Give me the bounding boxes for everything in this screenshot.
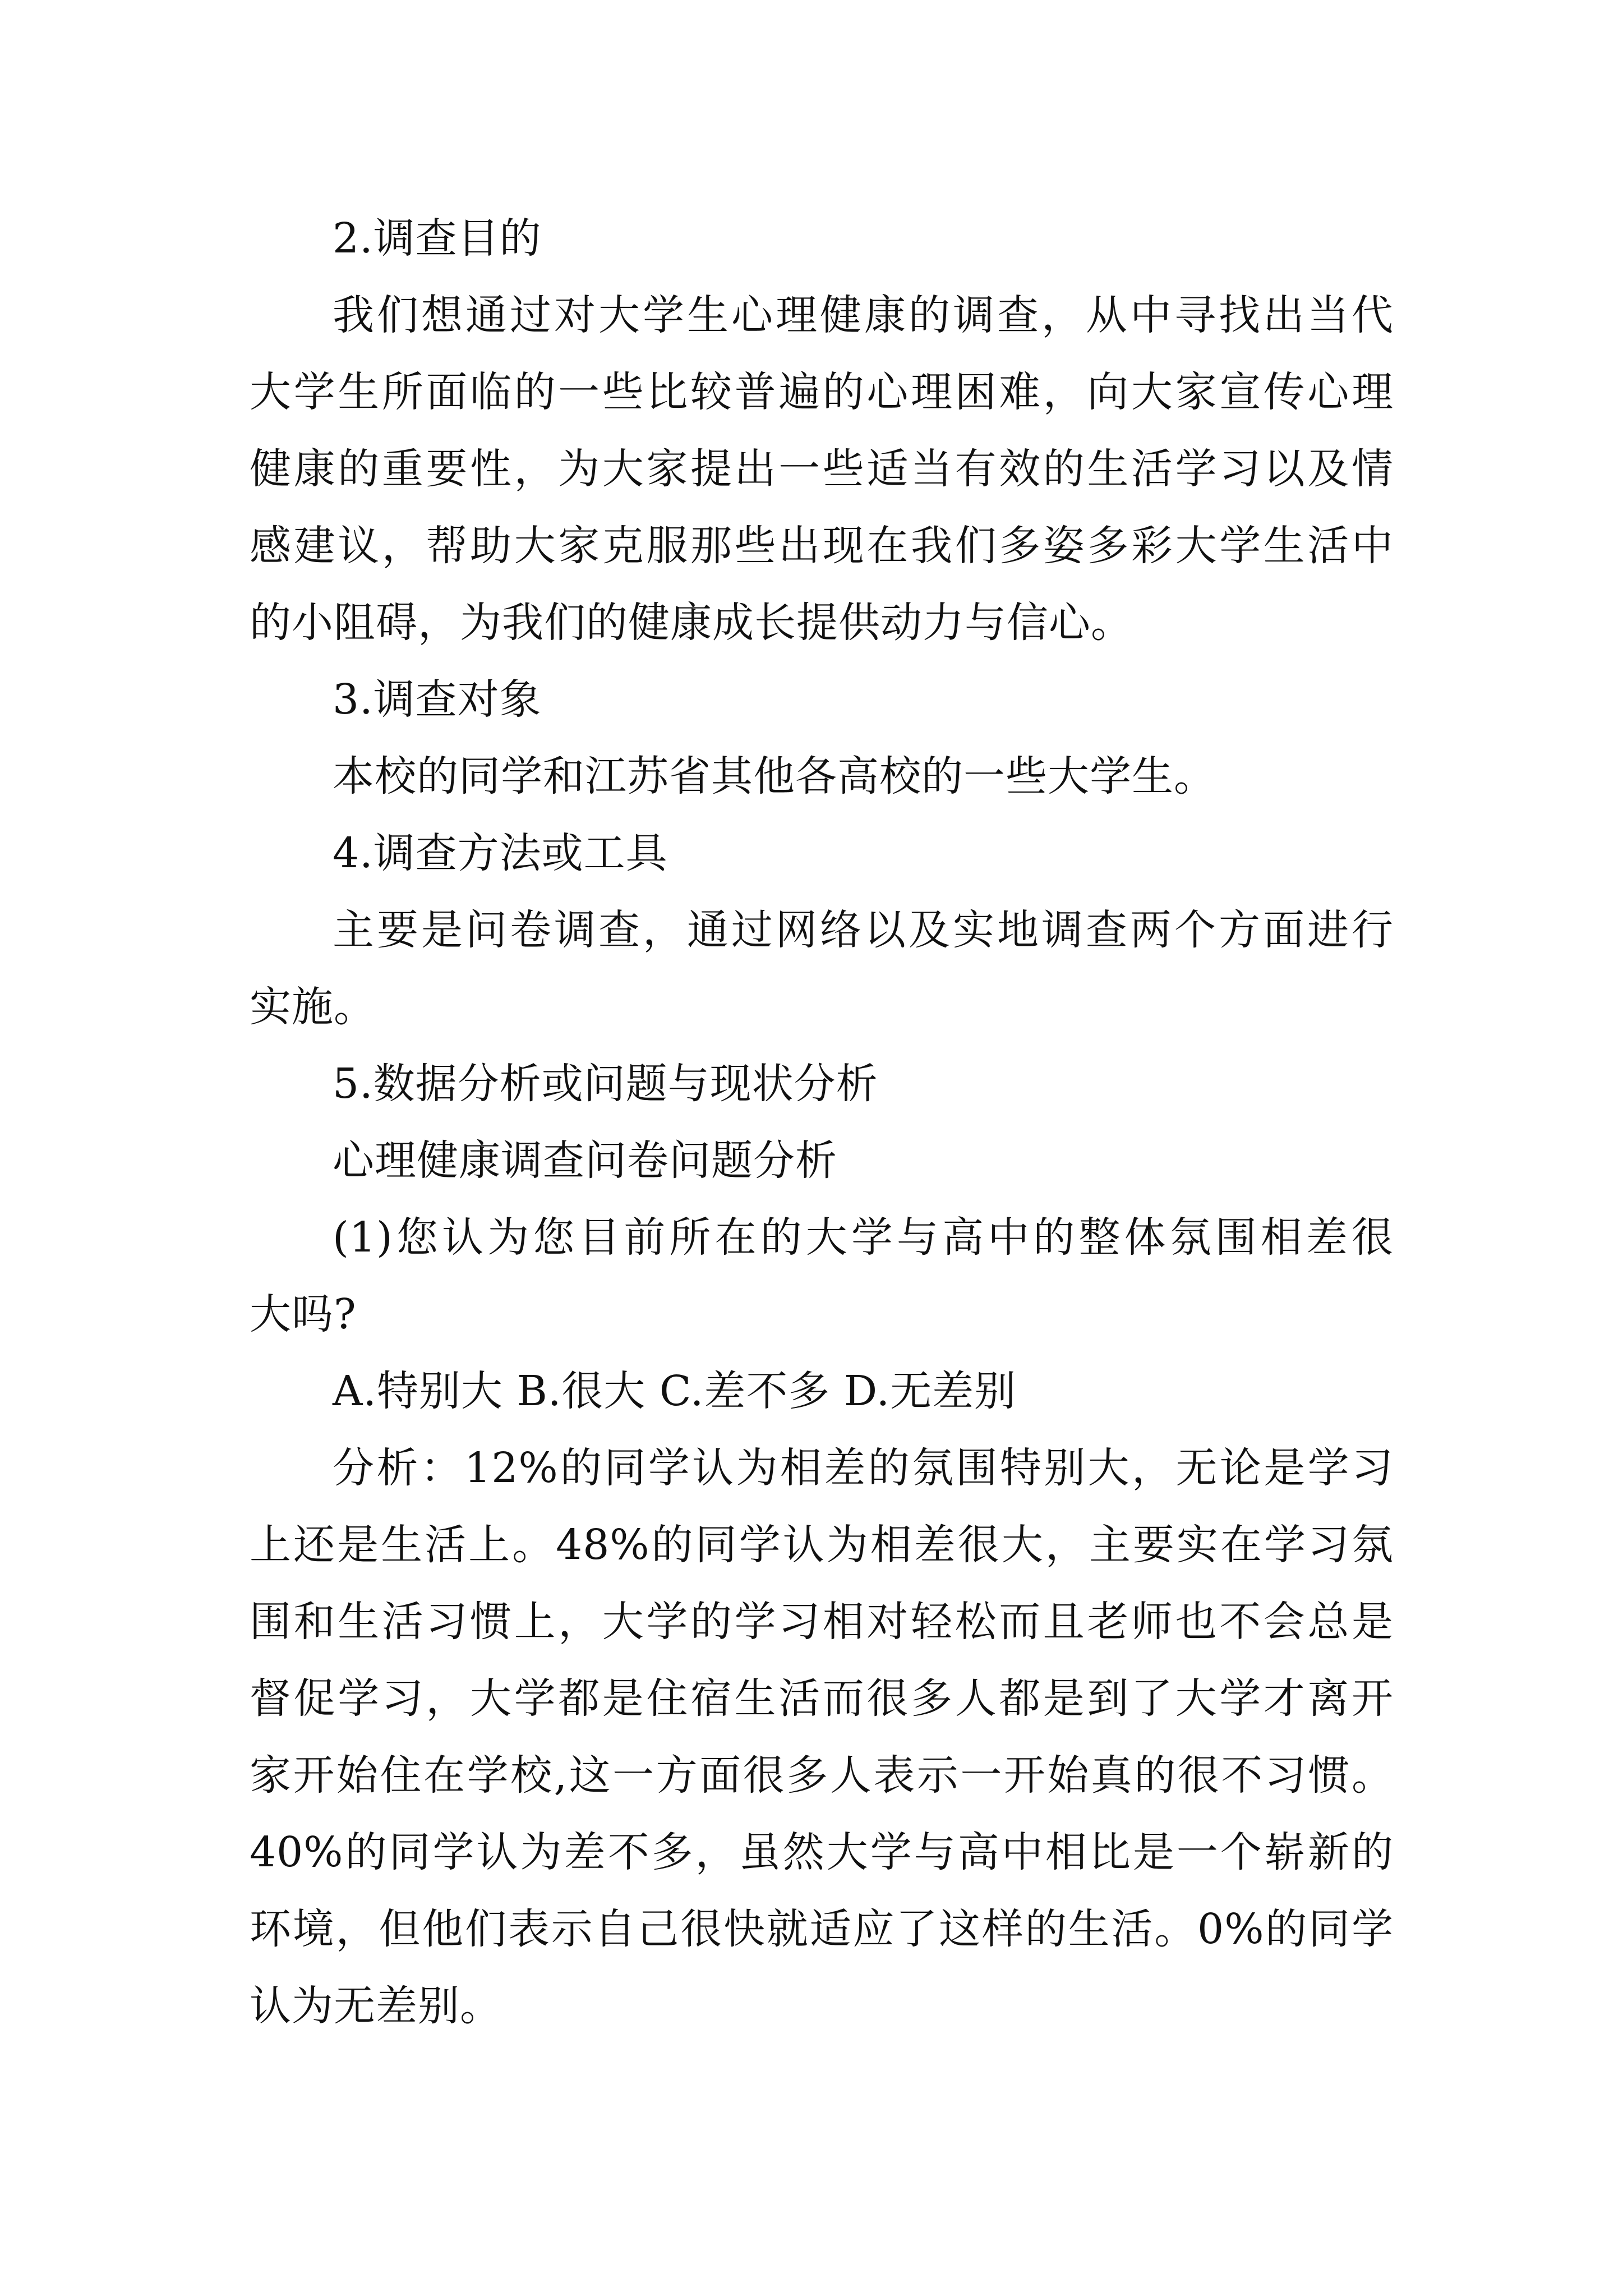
section-heading-subjects: 3.调查对象 <box>333 675 542 724</box>
paragraph-line: 感建议，帮助大家克服那些出现在我们多姿多彩大学生活中 <box>250 522 1394 570</box>
paragraph-line: 主要是问卷调查，通过网络以及实地调查两个方面进行 <box>333 906 1394 954</box>
analysis-line: 围和生活习惯上，大学的学习相对轻松而且老师也不会总是 <box>250 1598 1394 1646</box>
answer-options: A.特别大 B.很大 C.差不多 D.无差别 <box>333 1367 1017 1415</box>
paragraph-line: 大学生所面临的一些比较普遍的心理困难，向大家宣传心理 <box>250 368 1394 416</box>
analysis-line: 认为无差别。 <box>250 1982 502 2030</box>
subheading-questionnaire-analysis: 心理健康调查问卷问题分析 <box>333 1137 837 1185</box>
paragraph-line: 本校的同学和江苏省其他各高校的一些大学生。 <box>333 752 1216 800</box>
question-line: 大吗? <box>250 1290 357 1338</box>
paragraph-line: 我们想通过对大学生心理健康的调查，从中寻找出当代 <box>333 291 1394 339</box>
question-line: (1)您认为您目前所在的大学与高中的整体氛围相差很 <box>333 1213 1394 1262</box>
paragraph-line: 实施。 <box>250 983 376 1031</box>
paragraph-line: 健康的重要性，为大家提出一些适当有效的生活学习以及情 <box>250 445 1394 493</box>
analysis-line: 家开始住在学校,这一方面很多人表示一开始真的很不习惯。 <box>250 1751 1394 1800</box>
section-heading-analysis: 5.数据分析或问题与现状分析 <box>333 1060 878 1108</box>
analysis-line: 上还是生活上。48%的同学认为相差很大，主要实在学习氛 <box>250 1521 1394 1569</box>
analysis-line: 40%的同学认为差不多，虽然大学与高中相比是一个崭新的 <box>250 1828 1394 1876</box>
analysis-line: 督促学习，大学都是住宿生活而很多人都是到了大学才离开 <box>250 1674 1394 1723</box>
analysis-line: 环境，但他们表示自己很快就适应了这样的生活。0%的同学 <box>250 1905 1394 1953</box>
paragraph-line: 的小阻碍，为我们的健康成长提供动力与信心。 <box>250 599 1133 647</box>
section-heading-method: 4.调查方法或工具 <box>333 829 668 877</box>
analysis-line: 分析：12%的同学认为相差的氛围特别大，无论是学习 <box>333 1444 1394 1492</box>
section-heading-purpose: 2.调查目的 <box>333 214 542 263</box>
